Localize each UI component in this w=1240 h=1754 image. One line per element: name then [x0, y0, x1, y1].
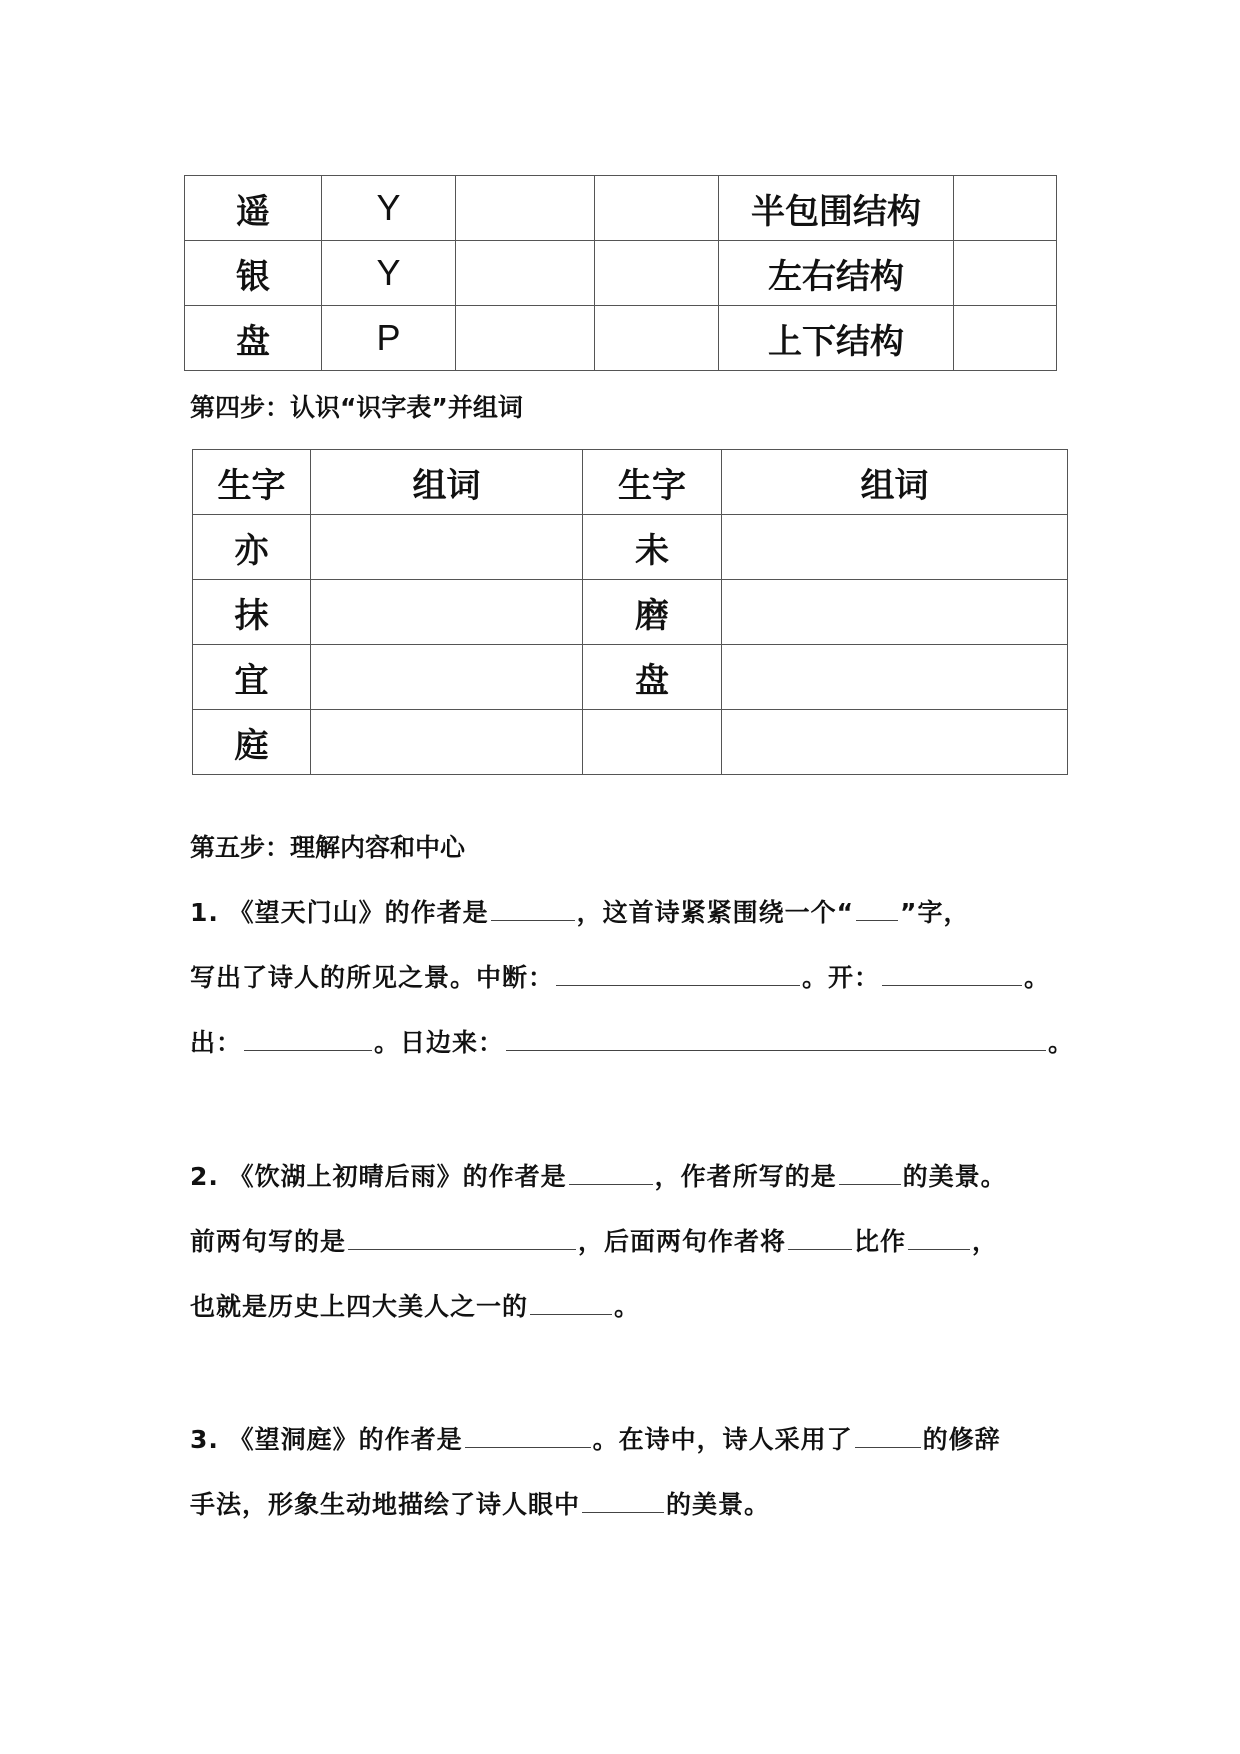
- table-header-row: [193, 450, 1068, 515]
- word-answer-cell[interactable]: [311, 645, 583, 710]
- word-answer-cell[interactable]: [722, 710, 1068, 775]
- char-cell: 宜: [193, 645, 311, 710]
- q1-zhongduan-blank[interactable]: [556, 984, 800, 986]
- header-word: 组词: [311, 450, 583, 515]
- q3-line2: [190, 1485, 770, 1521]
- q3-author-blank[interactable]: [465, 1446, 591, 1448]
- table-row: [193, 515, 1068, 580]
- q2-line1: [190, 1157, 1007, 1193]
- char-cell: 盘: [583, 645, 722, 710]
- q1-text: 。: [1024, 963, 1051, 992]
- q1-text: 1. 《望天门山》的作者是: [190, 898, 489, 927]
- q3-text: 手法，形象生动地描绘了诗人眼中: [190, 1490, 581, 1519]
- table-row: [193, 645, 1068, 710]
- blank-cell[interactable]: [954, 241, 1057, 306]
- blank-cell[interactable]: [456, 306, 595, 371]
- blank-cell[interactable]: [595, 306, 719, 371]
- word-answer-cell[interactable]: [311, 515, 583, 580]
- blank-cell[interactable]: [456, 241, 595, 306]
- q2-line2: [190, 1222, 998, 1258]
- blank-cell[interactable]: [456, 176, 595, 241]
- header-char: 生字: [583, 450, 722, 515]
- q2-text: ，作者所写的是: [654, 1162, 837, 1191]
- q3-text: 。在诗中，诗人采用了: [592, 1425, 853, 1454]
- q1-text: ，这首诗紧紧围绕一个“: [576, 898, 855, 927]
- table-row: [185, 176, 1057, 241]
- q1-line1: [190, 893, 969, 929]
- q3-text: 的美景。: [666, 1490, 771, 1519]
- q2-text: 2. 《饮湖上初晴后雨》的作者是: [190, 1162, 567, 1191]
- q2-beauty-blank[interactable]: [530, 1313, 612, 1315]
- table-row: [193, 580, 1068, 645]
- table-row: [185, 241, 1057, 306]
- word-answer-cell[interactable]: [311, 710, 583, 775]
- pinyin-initial-cell: Y: [322, 241, 456, 306]
- q2-scene-blank[interactable]: [839, 1183, 901, 1185]
- word-answer-cell[interactable]: [722, 645, 1068, 710]
- word-formation-table: [192, 449, 1068, 775]
- q1-chu-blank[interactable]: [244, 1049, 372, 1051]
- q1-text: ”字，: [900, 898, 970, 927]
- q1-line2: [190, 958, 1050, 994]
- pinyin-initial-cell: Y: [322, 176, 456, 241]
- q1-ribianlai-blank[interactable]: [506, 1049, 1046, 1051]
- char-cell: 亦: [193, 515, 311, 580]
- q2-text: 前两句写的是: [190, 1227, 347, 1256]
- q1-text: 。: [1048, 1028, 1075, 1057]
- blank-cell[interactable]: [954, 176, 1057, 241]
- step4-heading: 第四步：认识“识字表”并组词: [190, 393, 523, 422]
- q3-rhetoric-blank[interactable]: [855, 1446, 921, 1448]
- q1-text: 写出了诗人的所见之景。中断：: [190, 963, 555, 992]
- blank-cell[interactable]: [595, 241, 719, 306]
- header-char: 生字: [193, 450, 311, 515]
- q1-text: 。日边来：: [374, 1028, 505, 1057]
- word-answer-cell[interactable]: [722, 515, 1068, 580]
- word-answer-cell[interactable]: [311, 580, 583, 645]
- char-cell: 未: [583, 515, 722, 580]
- q1-author-blank[interactable]: [491, 919, 575, 921]
- q2-compare-b-blank[interactable]: [908, 1248, 970, 1250]
- q1-text: 。开：: [802, 963, 881, 992]
- q2-compare-a-blank[interactable]: [788, 1248, 852, 1250]
- q2-text: 比作: [854, 1227, 907, 1256]
- q3-line1: [190, 1420, 1001, 1456]
- q2-line3: [190, 1287, 640, 1323]
- word-answer-cell[interactable]: [722, 580, 1068, 645]
- q1-key-char-blank[interactable]: [856, 919, 898, 921]
- table-row: [193, 710, 1068, 775]
- char-cell: 银: [185, 241, 322, 306]
- pinyin-initial-cell: P: [322, 306, 456, 371]
- char-cell: 遥: [185, 176, 322, 241]
- char-cell: 磨: [583, 580, 722, 645]
- blank-cell[interactable]: [595, 176, 719, 241]
- q2-text: 。: [614, 1292, 641, 1321]
- q3-text: 的修辞: [922, 1425, 1001, 1454]
- q2-text: ，: [972, 1227, 999, 1256]
- q3-text: 3. 《望洞庭》的作者是: [190, 1425, 463, 1454]
- step5-heading: 第五步：理解内容和中心: [190, 833, 466, 862]
- char-cell: 庭: [193, 710, 311, 775]
- blank-cell[interactable]: [954, 306, 1057, 371]
- char-cell: 盘: [185, 306, 322, 371]
- structure-cell: 左右结构: [719, 241, 954, 306]
- q2-first-lines-blank[interactable]: [348, 1248, 576, 1250]
- q1-kai-blank[interactable]: [882, 984, 1022, 986]
- structure-cell: 半包围结构: [719, 176, 954, 241]
- char-cell: 抹: [193, 580, 311, 645]
- q2-text: 的美景。: [902, 1162, 1007, 1191]
- structure-cell: 上下结构: [719, 306, 954, 371]
- char-cell: [583, 710, 722, 775]
- q2-text: 也就是历史上四大美人之一的: [190, 1292, 529, 1321]
- q2-text: ，后面两句作者将: [578, 1227, 787, 1256]
- character-structure-table: [184, 175, 1057, 371]
- q1-text: 出：: [190, 1028, 243, 1057]
- q3-scene-blank[interactable]: [582, 1511, 664, 1513]
- q2-author-blank[interactable]: [569, 1183, 653, 1185]
- q1-line3: [190, 1023, 1074, 1059]
- header-word: 组词: [722, 450, 1068, 515]
- table-row: [185, 306, 1057, 371]
